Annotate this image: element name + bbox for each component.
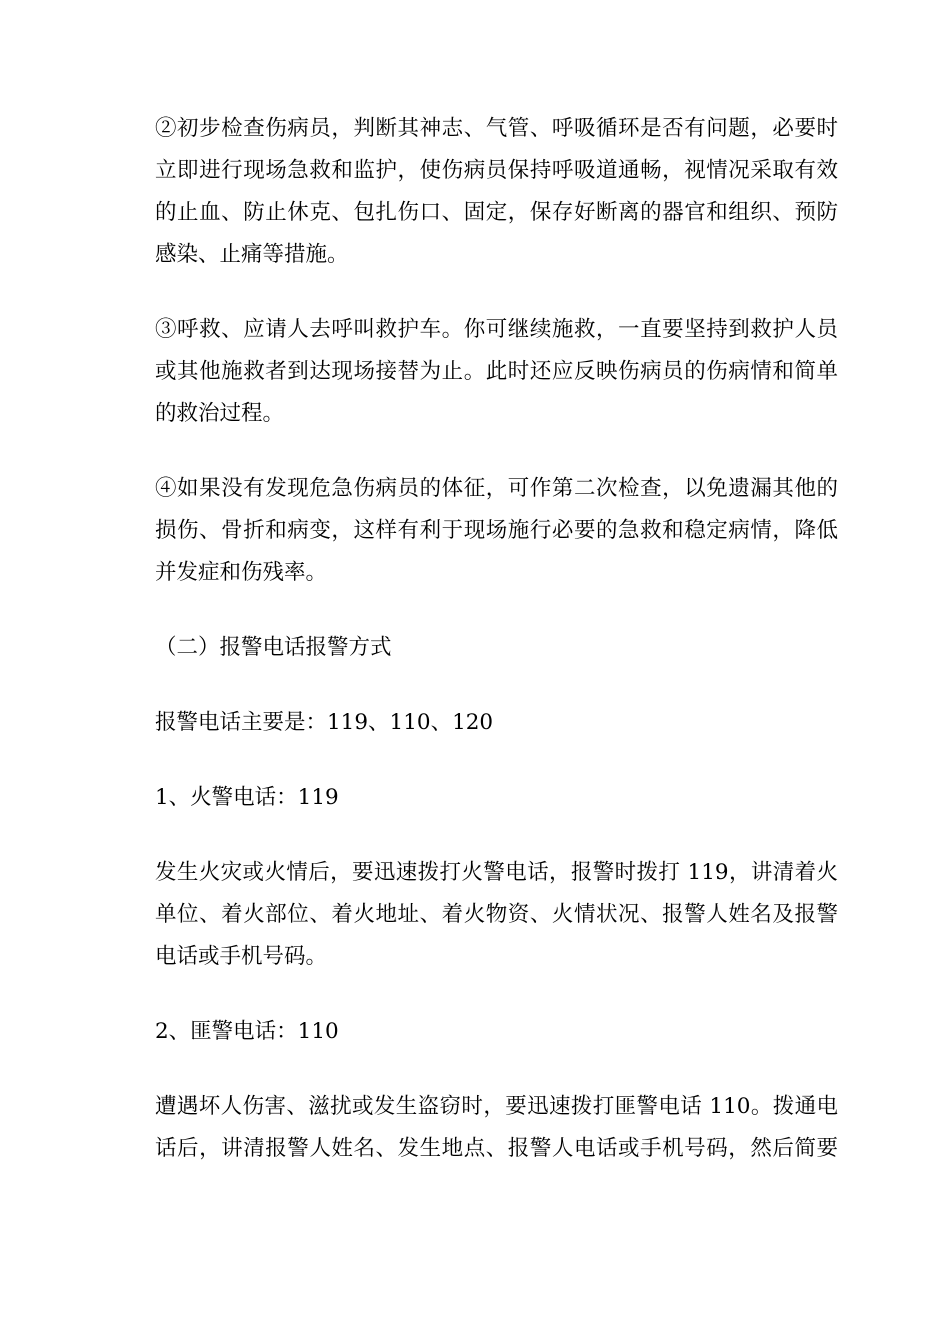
text-line: 单位、着火部位、着火地址、着火物资、火情状况、报警人姓名及报警 bbox=[155, 902, 838, 927]
text-line: 的救治过程。 bbox=[155, 401, 285, 426]
text-line: 或其他施救者到达现场接替为止。此时还应反映伤病员的伤病情和简单 bbox=[155, 359, 838, 384]
text-line: ③呼救、应请人去呼叫救护车。你可继续施救，一直要坚持到救护人员 bbox=[155, 317, 838, 342]
subheading-text: 1、火警电话：119 bbox=[155, 785, 339, 810]
text-line: 发生火灾或火情后，要迅速拨打火警电话，报警时拨打 119，讲清着火 bbox=[155, 860, 838, 885]
heading-text: （二）报警电话报警方式 bbox=[155, 635, 392, 660]
text-line: 并发症和伤残率。 bbox=[155, 560, 328, 585]
text-line: 遭遇坏人伤害、滋扰或发生盗窃时，要迅速拨打匪警电话 110。拨通电 bbox=[155, 1094, 838, 1119]
text-line: 的止血、防止休克、包扎伤口、固定，保存好断离的器官和组织、预防 bbox=[155, 200, 838, 225]
paragraph-alarm-numbers bbox=[155, 702, 838, 744]
document-body bbox=[155, 108, 838, 1170]
text-line: 话后，讲清报警人姓名、发生地点、报警人电话或手机号码，然后简要 bbox=[155, 1136, 838, 1161]
paragraph-police-alarm bbox=[155, 1086, 838, 1170]
text-line: 立即进行现场急救和监护，使伤病员保持呼吸道通畅，视情况采取有效 bbox=[155, 158, 838, 183]
subheading-police-alarm bbox=[155, 1011, 838, 1053]
text-line: 报警电话主要是：119、110、120 bbox=[155, 710, 494, 735]
text-line: ④如果没有发现危急伤病员的体征，可作第二次检查，以免遗漏其他的 bbox=[155, 476, 838, 501]
text-line: 电话或手机号码。 bbox=[155, 944, 328, 969]
paragraph-call-for-help bbox=[155, 309, 838, 435]
subheading-text: 2、匪警电话：110 bbox=[155, 1019, 339, 1044]
text-line: 损伤、骨折和病变，这样有利于现场施行必要的急救和稳定病情，降低 bbox=[155, 518, 838, 543]
paragraph-second-check bbox=[155, 468, 838, 594]
paragraph-initial-check bbox=[155, 108, 838, 276]
paragraph-fire-alarm bbox=[155, 852, 838, 978]
subheading-fire-alarm bbox=[155, 777, 838, 819]
section-heading-alarm-methods bbox=[155, 627, 838, 669]
text-line: ②初步检查伤病员，判断其神志、气管、呼吸循环是否有问题，必要时 bbox=[155, 116, 838, 141]
text-line: 感染、止痛等措施。 bbox=[155, 242, 349, 267]
